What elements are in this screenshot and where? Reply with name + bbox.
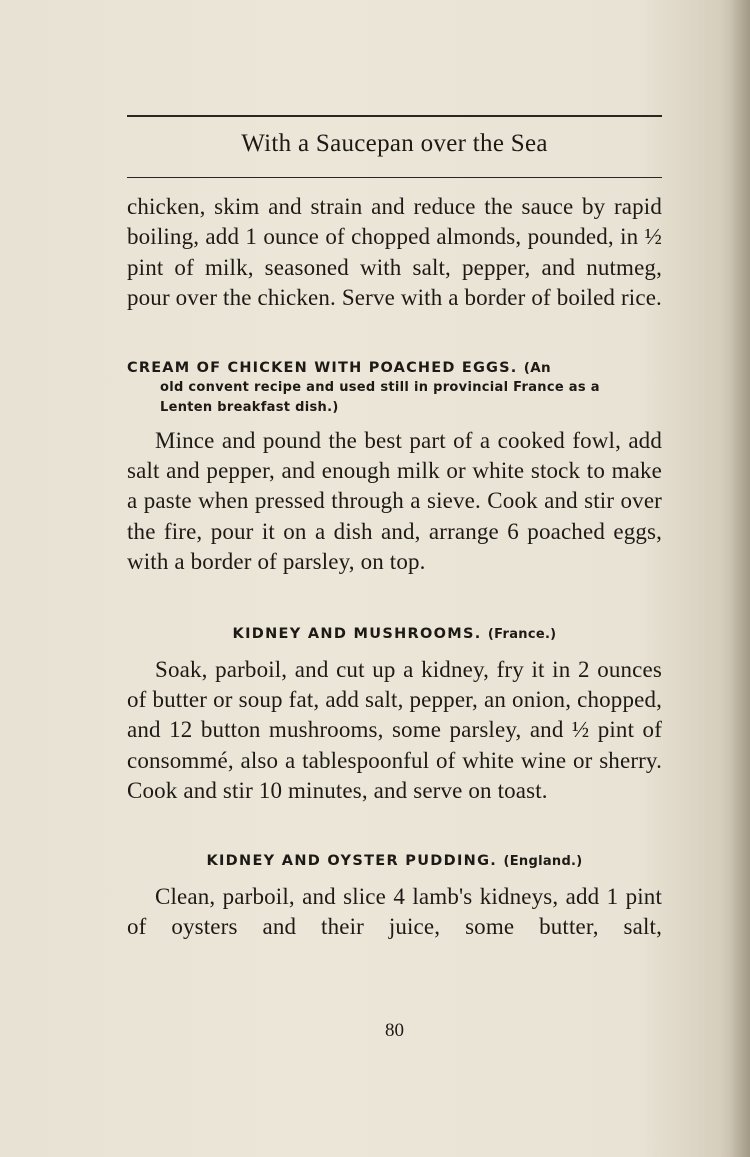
recipe-note: (England.) <box>503 853 583 869</box>
header-rule-bottom <box>127 177 662 178</box>
recipe-note-line: Lenten breakfast dish.) <box>160 399 339 415</box>
recipe-heading-cream-of-chicken <box>127 358 662 418</box>
recipe-note: (France.) <box>487 626 557 642</box>
header-rule-top <box>127 115 662 117</box>
recipe-title: CREAM OF CHICKEN WITH POACHED EGGS. <box>127 359 518 376</box>
recipe-note-line: old convent recipe and used still in provincial France as a <box>160 379 600 395</box>
recipe-heading-kidney-mushrooms <box>127 624 662 645</box>
intro-paragraph: chicken, skim and strain and reduce the sauce by rapid boiling, add 1 ounce of chopped almonds, pounded, in ½ pint of milk, seasoned with salt, pepper, and nutmeg, pour over the chicken. Serve with a border of boiled rice. <box>127 194 662 311</box>
recipe-text: Mince and pound the best part of a cooked fowl, add salt and pepper, and enough milk or white stock to make a paste when pressed through a sieve. Cook and stir over the fire, pour it on a dish and, arrange 6 poached eggs, with a border of parsley, on top. <box>127 427 662 575</box>
page-body <box>127 192 662 943</box>
running-head: With a Saucepan over the Sea <box>241 130 548 157</box>
recipe-note: (An <box>523 359 551 376</box>
page-number: 80 <box>385 1020 404 1041</box>
recipe-heading-kidney-oyster <box>127 851 662 872</box>
recipe-title: KIDNEY AND OYSTER PUDDING. <box>206 852 498 869</box>
recipe-text: Clean, parboil, and slice 4 lamb's kidneys, add 1 pint of oysters and their juice, some butter, salt, <box>127 883 662 940</box>
recipe-heading-line <box>127 358 662 378</box>
recipe-title: KIDNEY AND MUSHROOMS. <box>232 625 482 642</box>
recipe-text: Soak, parboil, and cut up a kidney, fry it in 2 ounces of butter or soup fat, add salt, pepper, an onion, chopped, and 12 button mushrooms, some parsley, and ½ pint of consommé, also a tablespoonful of white wine or sherry. Cook and stir 10 minutes, and serve on toast. <box>127 656 662 804</box>
